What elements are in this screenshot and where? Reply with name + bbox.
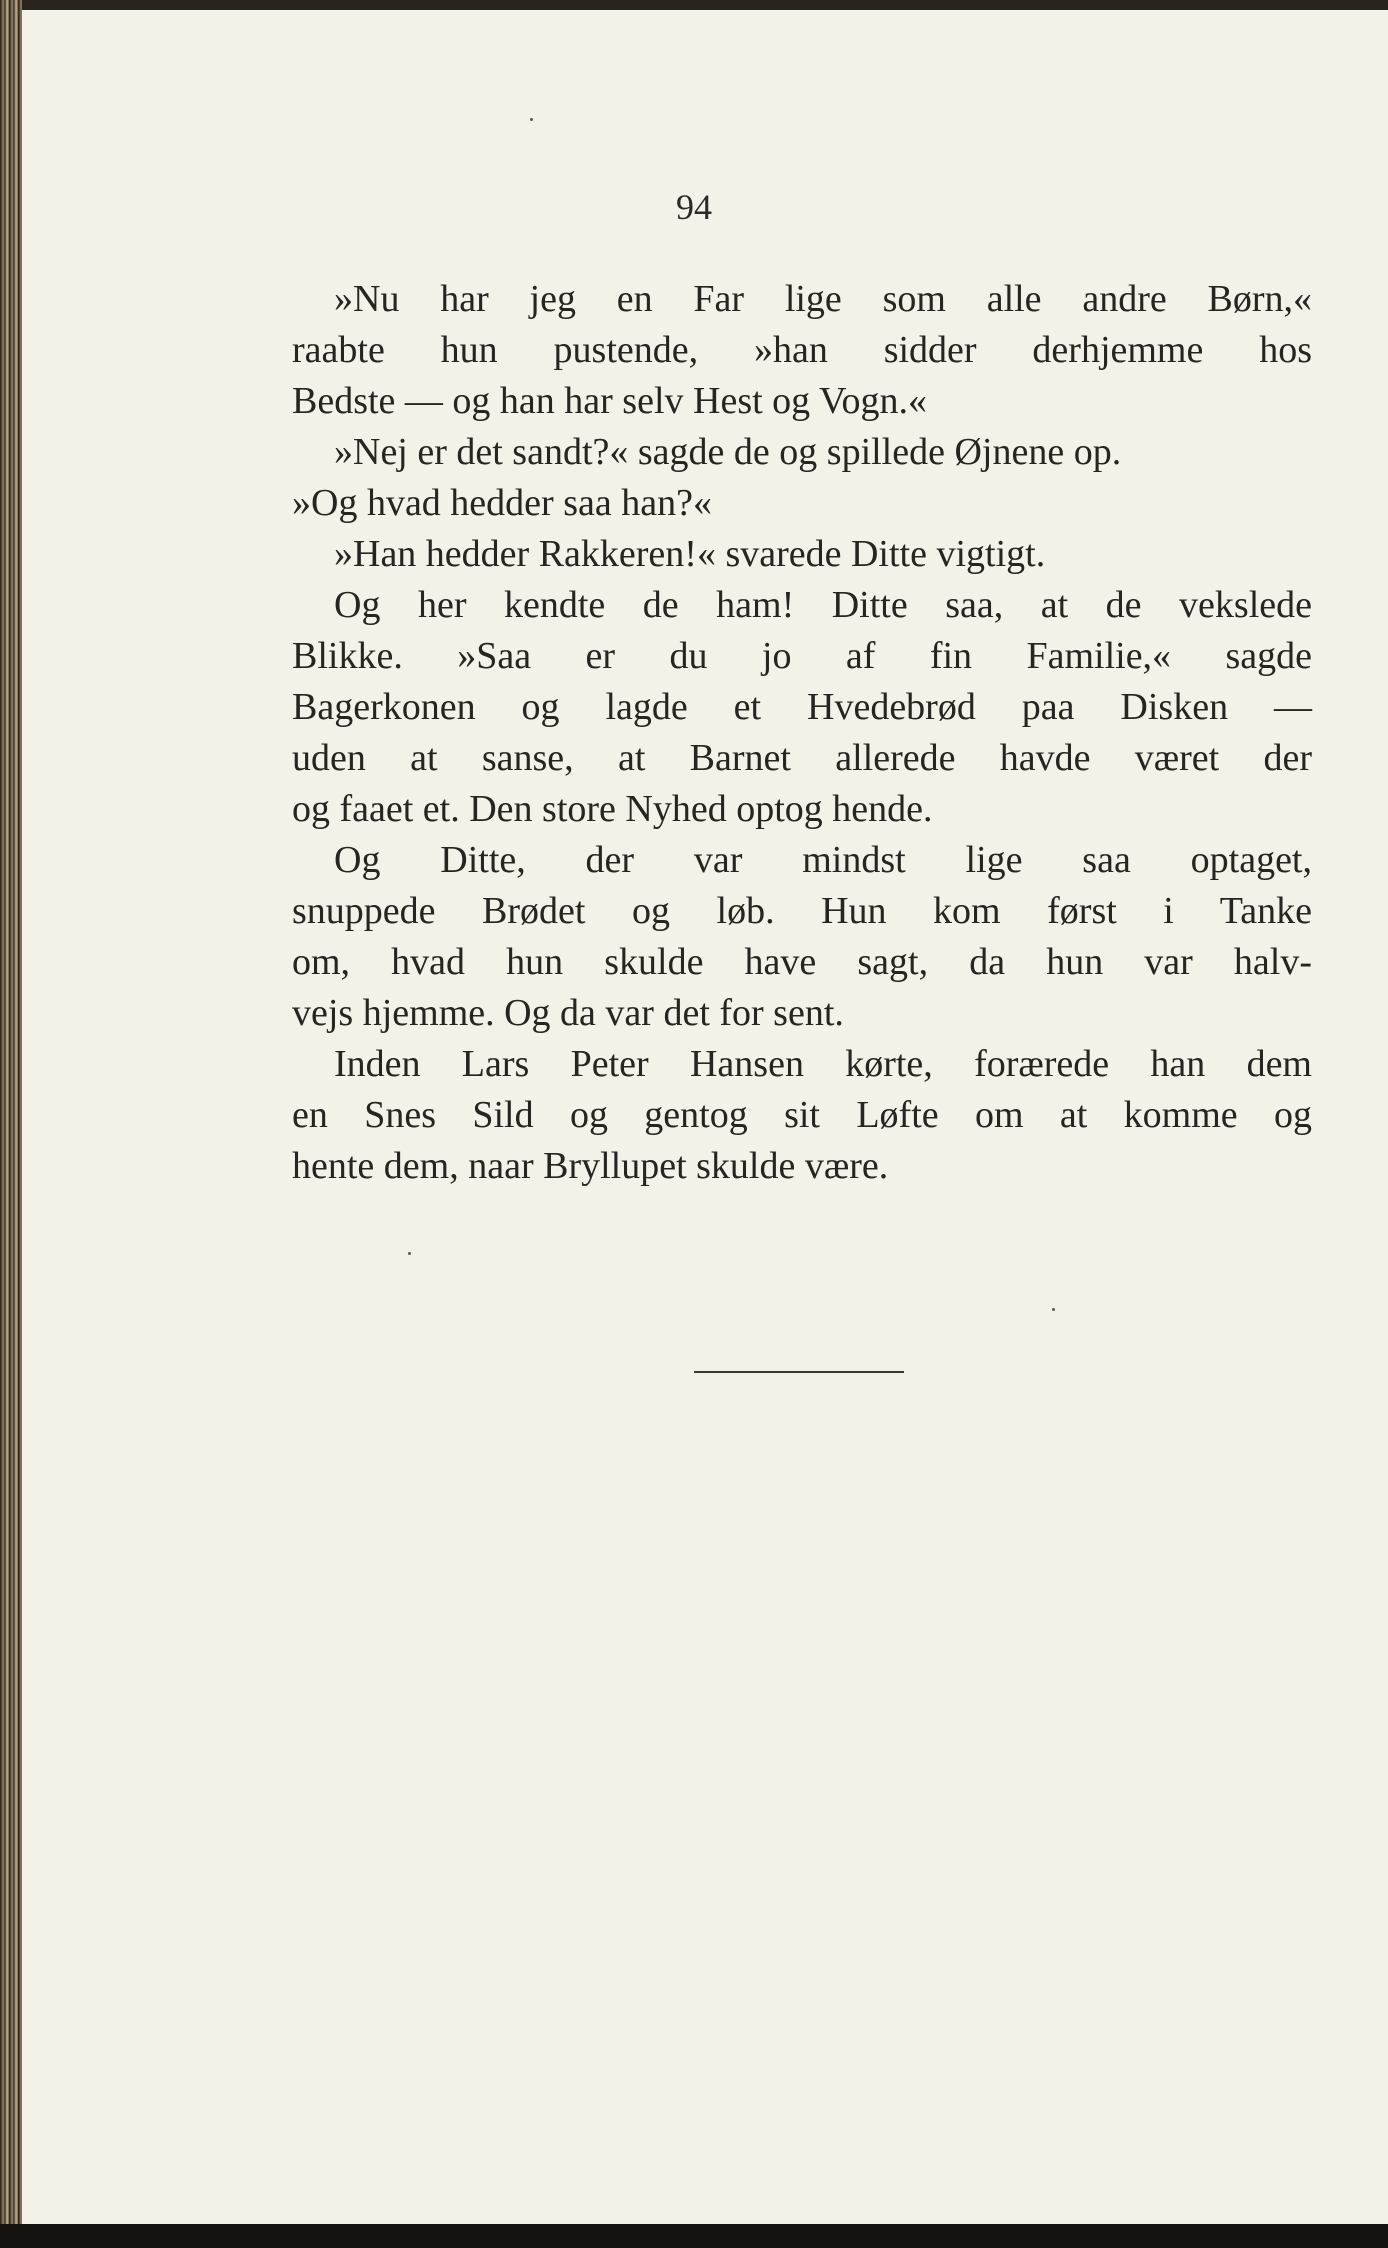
end-of-chapter-rule [694, 1371, 904, 1373]
text-line: Bedste — og han har selv Hest og Vogn.« [292, 380, 928, 422]
text-line: »Og hvad hedder saa han?« [292, 482, 712, 524]
paper-speck [530, 118, 533, 121]
book-binding-edge [0, 0, 22, 2248]
text-line: Og her kendte de ham! Ditte saa, at de vekslede [334, 584, 1312, 626]
text-line: hente dem, naar Bryllupet skulde være. [292, 1145, 889, 1187]
paper-speck [1052, 1308, 1055, 1311]
text-line: om, hvad hun skulde have sagt, da hun var halv- [292, 941, 1312, 983]
body-text [292, 274, 1312, 1192]
text-line: vejs hjemme. Og da var det for sent. [292, 992, 844, 1034]
text-line: uden at sanse, at Barnet allerede havde været der [292, 737, 1312, 779]
text-line: »Nu har jeg en Far lige som alle andre Børn,« [334, 278, 1312, 320]
bottom-edge [0, 2224, 1388, 2248]
page-number: 94 [676, 187, 712, 227]
text-line: en Snes Sild og gentog sit Løfte om at komme og [292, 1094, 1312, 1136]
text-line: »Nej er det sandt?« sagde de og spillede Øjnene op. [334, 431, 1122, 473]
text-line: »Han hedder Rakkeren!« svarede Ditte vigtigt. [334, 533, 1046, 575]
text-line: snuppede Brødet og løb. Hun kom først i Tanke [292, 890, 1312, 932]
top-edge [0, 0, 1388, 10]
text-line: Inden Lars Peter Hansen kørte, forærede han dem [334, 1043, 1312, 1085]
text-line: raabte hun pustende, »han sidder derhjemme hos [292, 329, 1312, 371]
text-line: Bagerkonen og lagde et Hvedebrød paa Disken — [292, 686, 1312, 728]
paper-speck [408, 1252, 411, 1255]
text-line: og faaet et. Den store Nyhed optog hende. [292, 788, 933, 830]
text-line: Blikke. »Saa er du jo af fin Familie,« sagde [292, 635, 1312, 677]
text-line: Og Ditte, der var mindst lige saa optaget, [334, 839, 1312, 881]
